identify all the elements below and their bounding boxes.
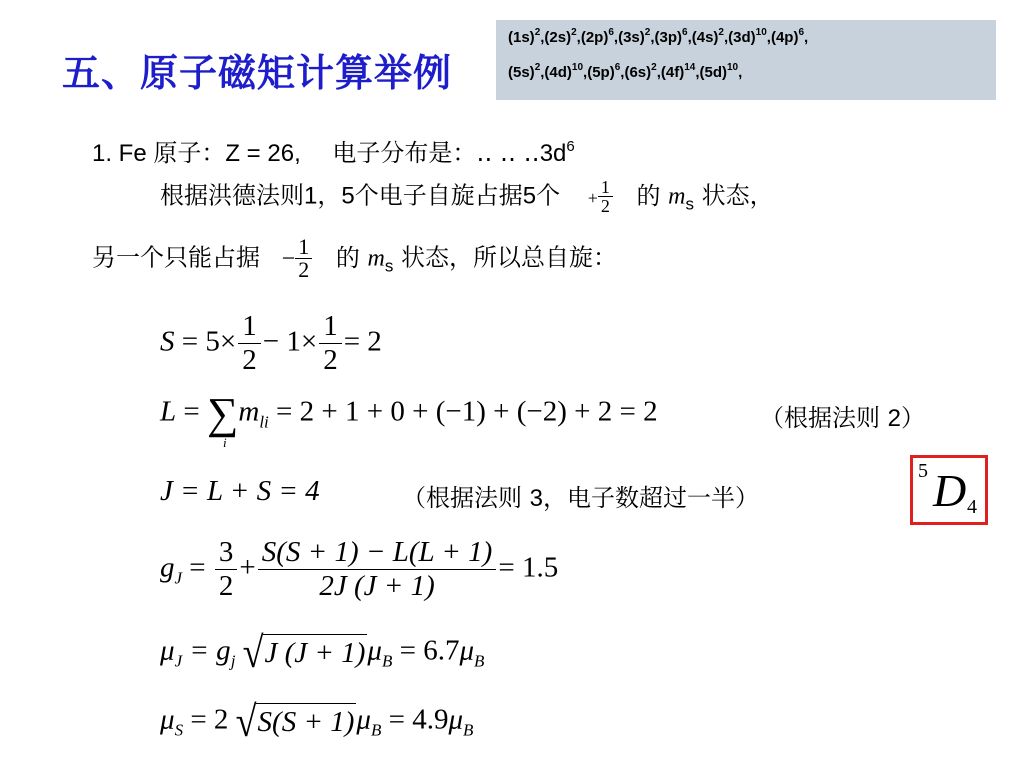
mu-j-equation — [160, 628, 485, 678]
square-root — [235, 697, 357, 747]
mu-subscript: J — [174, 651, 183, 671]
text-segment: 状态， — [701, 181, 774, 210]
radical-sign: √ — [235, 697, 257, 747]
slide-title: 五、原子磁矩计算举例 — [62, 51, 453, 95]
text-segment: 的 — [335, 243, 360, 272]
orbital-occupancy: 6 — [608, 27, 614, 38]
mu-s-equation — [160, 697, 474, 747]
math-segment: = 5× — [181, 325, 237, 358]
math-segment: = 2 — [190, 703, 229, 736]
fraction — [215, 536, 238, 604]
m-subscript: li — [259, 412, 269, 432]
orbital-occupancy: 14 — [684, 62, 696, 73]
math-segment: = g — [189, 634, 231, 667]
separator: , — [804, 29, 809, 46]
equals-sign: = — [183, 395, 200, 428]
configuration-line-1 — [508, 27, 996, 46]
square-root — [242, 628, 368, 678]
orbital: (3p) — [654, 29, 682, 46]
text-segment: 根据洪德法则 — [160, 181, 304, 210]
orbital-occupancy: 2 — [644, 27, 651, 38]
math-segment: = 1.5 — [498, 551, 559, 584]
fraction-numerator: 1 — [238, 310, 261, 344]
math-segment: = 4.9 — [388, 703, 449, 736]
lande-g-factor-equation — [160, 536, 558, 604]
summation-index: i — [223, 435, 227, 450]
fraction-denominator: 2 — [242, 344, 257, 377]
orbital-occupancy: 2 — [651, 62, 657, 73]
note-text: （根据法则 — [402, 484, 530, 512]
fraction-numerator: S(S + 1) − L(L + 1) — [258, 536, 497, 570]
note-text: （根据法则 — [760, 404, 888, 432]
fraction-numerator: 1 — [295, 236, 312, 259]
text-segment: 个电子自旋占据 — [354, 181, 523, 210]
symbol-l: L — [160, 395, 177, 428]
rule-number: 3 — [529, 485, 543, 512]
orbital: (3d) — [728, 29, 756, 46]
orbital: (4s) — [691, 29, 719, 46]
ms-symbol: m — [668, 183, 686, 210]
ms-subscript: s — [384, 256, 394, 276]
radicand: J (J + 1) — [263, 634, 368, 672]
orbital: (4d) — [544, 64, 572, 81]
equals-sign: = — [189, 551, 206, 584]
mu-subscript: B — [370, 720, 382, 740]
plus-sign: + — [587, 187, 598, 208]
orbital-occupancy: 10 — [755, 27, 767, 38]
fraction-denominator: 2 — [600, 196, 610, 216]
ms-symbol: m — [367, 245, 385, 272]
text-segment: 的 — [636, 181, 661, 210]
separator: , — [766, 29, 771, 46]
plus-sign: + — [239, 551, 256, 584]
separator: , — [540, 29, 545, 46]
fraction — [319, 310, 342, 378]
total-angular-momentum-equation — [160, 475, 320, 508]
remaining-electron-line — [92, 236, 617, 281]
configuration-line-2 — [508, 62, 996, 81]
term-j-value: 4 — [967, 496, 977, 518]
math-segment: = 6.7 — [399, 634, 460, 667]
orbital-angular-momentum-equation — [160, 389, 658, 450]
text-segment: ， — [317, 181, 342, 210]
j-equation-text: J = L + S = 4 — [160, 475, 320, 507]
separator: , — [723, 29, 729, 46]
note-text: ，电子数超过一半） — [543, 484, 759, 512]
fe-atom-label: 1. Fe 原子：Z = 26, — [92, 140, 301, 167]
separator: , — [695, 64, 700, 81]
math-segment: = 2 — [343, 325, 382, 358]
orbital-occupancy: 2 — [718, 27, 724, 38]
electron-configuration-box — [496, 20, 996, 100]
orbital-occupancy: 6 — [682, 27, 688, 38]
orbital-occupancy: 6 — [614, 62, 621, 73]
hund-rule-line — [160, 178, 774, 215]
g-subscript: J — [174, 568, 183, 588]
orbital: (3s) — [618, 29, 645, 46]
fraction-denominator: 2 — [323, 344, 338, 377]
example-heading — [92, 133, 575, 168]
symbol-g: g — [160, 551, 175, 584]
number: 5 — [522, 182, 537, 210]
minus-sign: − — [281, 245, 296, 272]
half-fraction — [295, 236, 312, 281]
orbital: (6s) — [624, 64, 652, 81]
rule-number: 2 — [887, 405, 901, 432]
orbital-occupancy: 6 — [798, 27, 805, 38]
fraction-denominator: 2 — [298, 257, 310, 282]
orbital-occupancy: 2 — [534, 27, 541, 38]
orbital-occupancy: 10 — [571, 62, 584, 73]
total-spin-equation — [160, 310, 382, 378]
fraction — [238, 310, 261, 378]
separator: , — [540, 64, 545, 81]
separator: , — [738, 64, 743, 81]
separator: , — [613, 29, 619, 46]
symbol-mu: μ — [448, 703, 464, 736]
orbital-3d: 3d — [539, 140, 567, 167]
fraction-numerator: 1 — [319, 310, 342, 344]
text-segment: 状态，所以总自旋： — [400, 243, 617, 272]
rule-2-note — [760, 398, 925, 433]
separator: , — [583, 64, 588, 81]
fraction-denominator: 2 — [218, 570, 234, 603]
math-segment: = 2 + 1 + 0 + (−1) + (−2) + 2 = 2 — [276, 395, 658, 428]
separator: , — [650, 29, 655, 46]
orbital: (1s) — [508, 29, 535, 46]
orbital-occupancy: 2 — [534, 62, 541, 73]
mu-subscript: B — [381, 651, 393, 671]
g-subscript: j — [230, 651, 236, 671]
summation-symbol: ∑ i — [207, 389, 239, 450]
ms-subscript: s — [685, 194, 694, 214]
orbital-occupancy: 2 — [571, 27, 577, 38]
separator: , — [687, 29, 692, 46]
orbital: (5s) — [508, 64, 535, 81]
symbol-s: S — [160, 325, 175, 358]
orbital-exponent: 6 — [566, 138, 575, 155]
term-symbol-box — [910, 455, 988, 525]
text-segment: 另一个只能占据 — [92, 243, 260, 272]
fraction-denominator: 2J (J + 1) — [319, 570, 435, 603]
orbital: (5d) — [699, 64, 727, 81]
symbol-mu: μ — [356, 703, 371, 736]
radical-sign: √ — [242, 628, 264, 678]
symbol-mu: μ — [160, 703, 175, 736]
orbital-occupancy: 10 — [727, 62, 739, 73]
fraction-numerator: 1 — [598, 178, 613, 197]
radicand: S(S + 1) — [256, 703, 357, 741]
symbol-mu: μ — [160, 634, 175, 667]
note-text: ） — [901, 404, 925, 432]
symbol-mu: μ — [459, 634, 475, 667]
separator: , — [576, 29, 581, 46]
orbital: (2s) — [544, 29, 572, 46]
symbol-mu: μ — [367, 634, 382, 667]
math-segment: − 1× — [262, 325, 318, 358]
mu-subscript: B — [463, 720, 474, 740]
mu-subscript: B — [474, 651, 485, 671]
number: 5 — [341, 182, 355, 210]
text-segment: 个 — [536, 181, 561, 210]
separator: , — [620, 64, 625, 81]
mu-subscript: S — [174, 720, 184, 740]
orbital: (4f) — [660, 64, 685, 81]
term-multiplicity: 5 — [918, 460, 928, 482]
ellipsis: ‥ ‥ ‥ — [476, 139, 540, 167]
symbol-m: m — [238, 395, 260, 428]
half-fraction — [598, 178, 613, 215]
distribution-label: 电子分布是： — [332, 139, 477, 167]
orbital: (2p) — [580, 29, 609, 46]
fraction-numerator: 3 — [215, 536, 238, 570]
orbital: (5p) — [587, 64, 615, 81]
term-letter: D — [933, 465, 967, 516]
orbital: (4p) — [770, 29, 799, 46]
rule-3-note — [402, 478, 759, 513]
separator: , — [656, 64, 661, 81]
number: 1 — [304, 182, 318, 210]
fraction — [258, 536, 497, 604]
